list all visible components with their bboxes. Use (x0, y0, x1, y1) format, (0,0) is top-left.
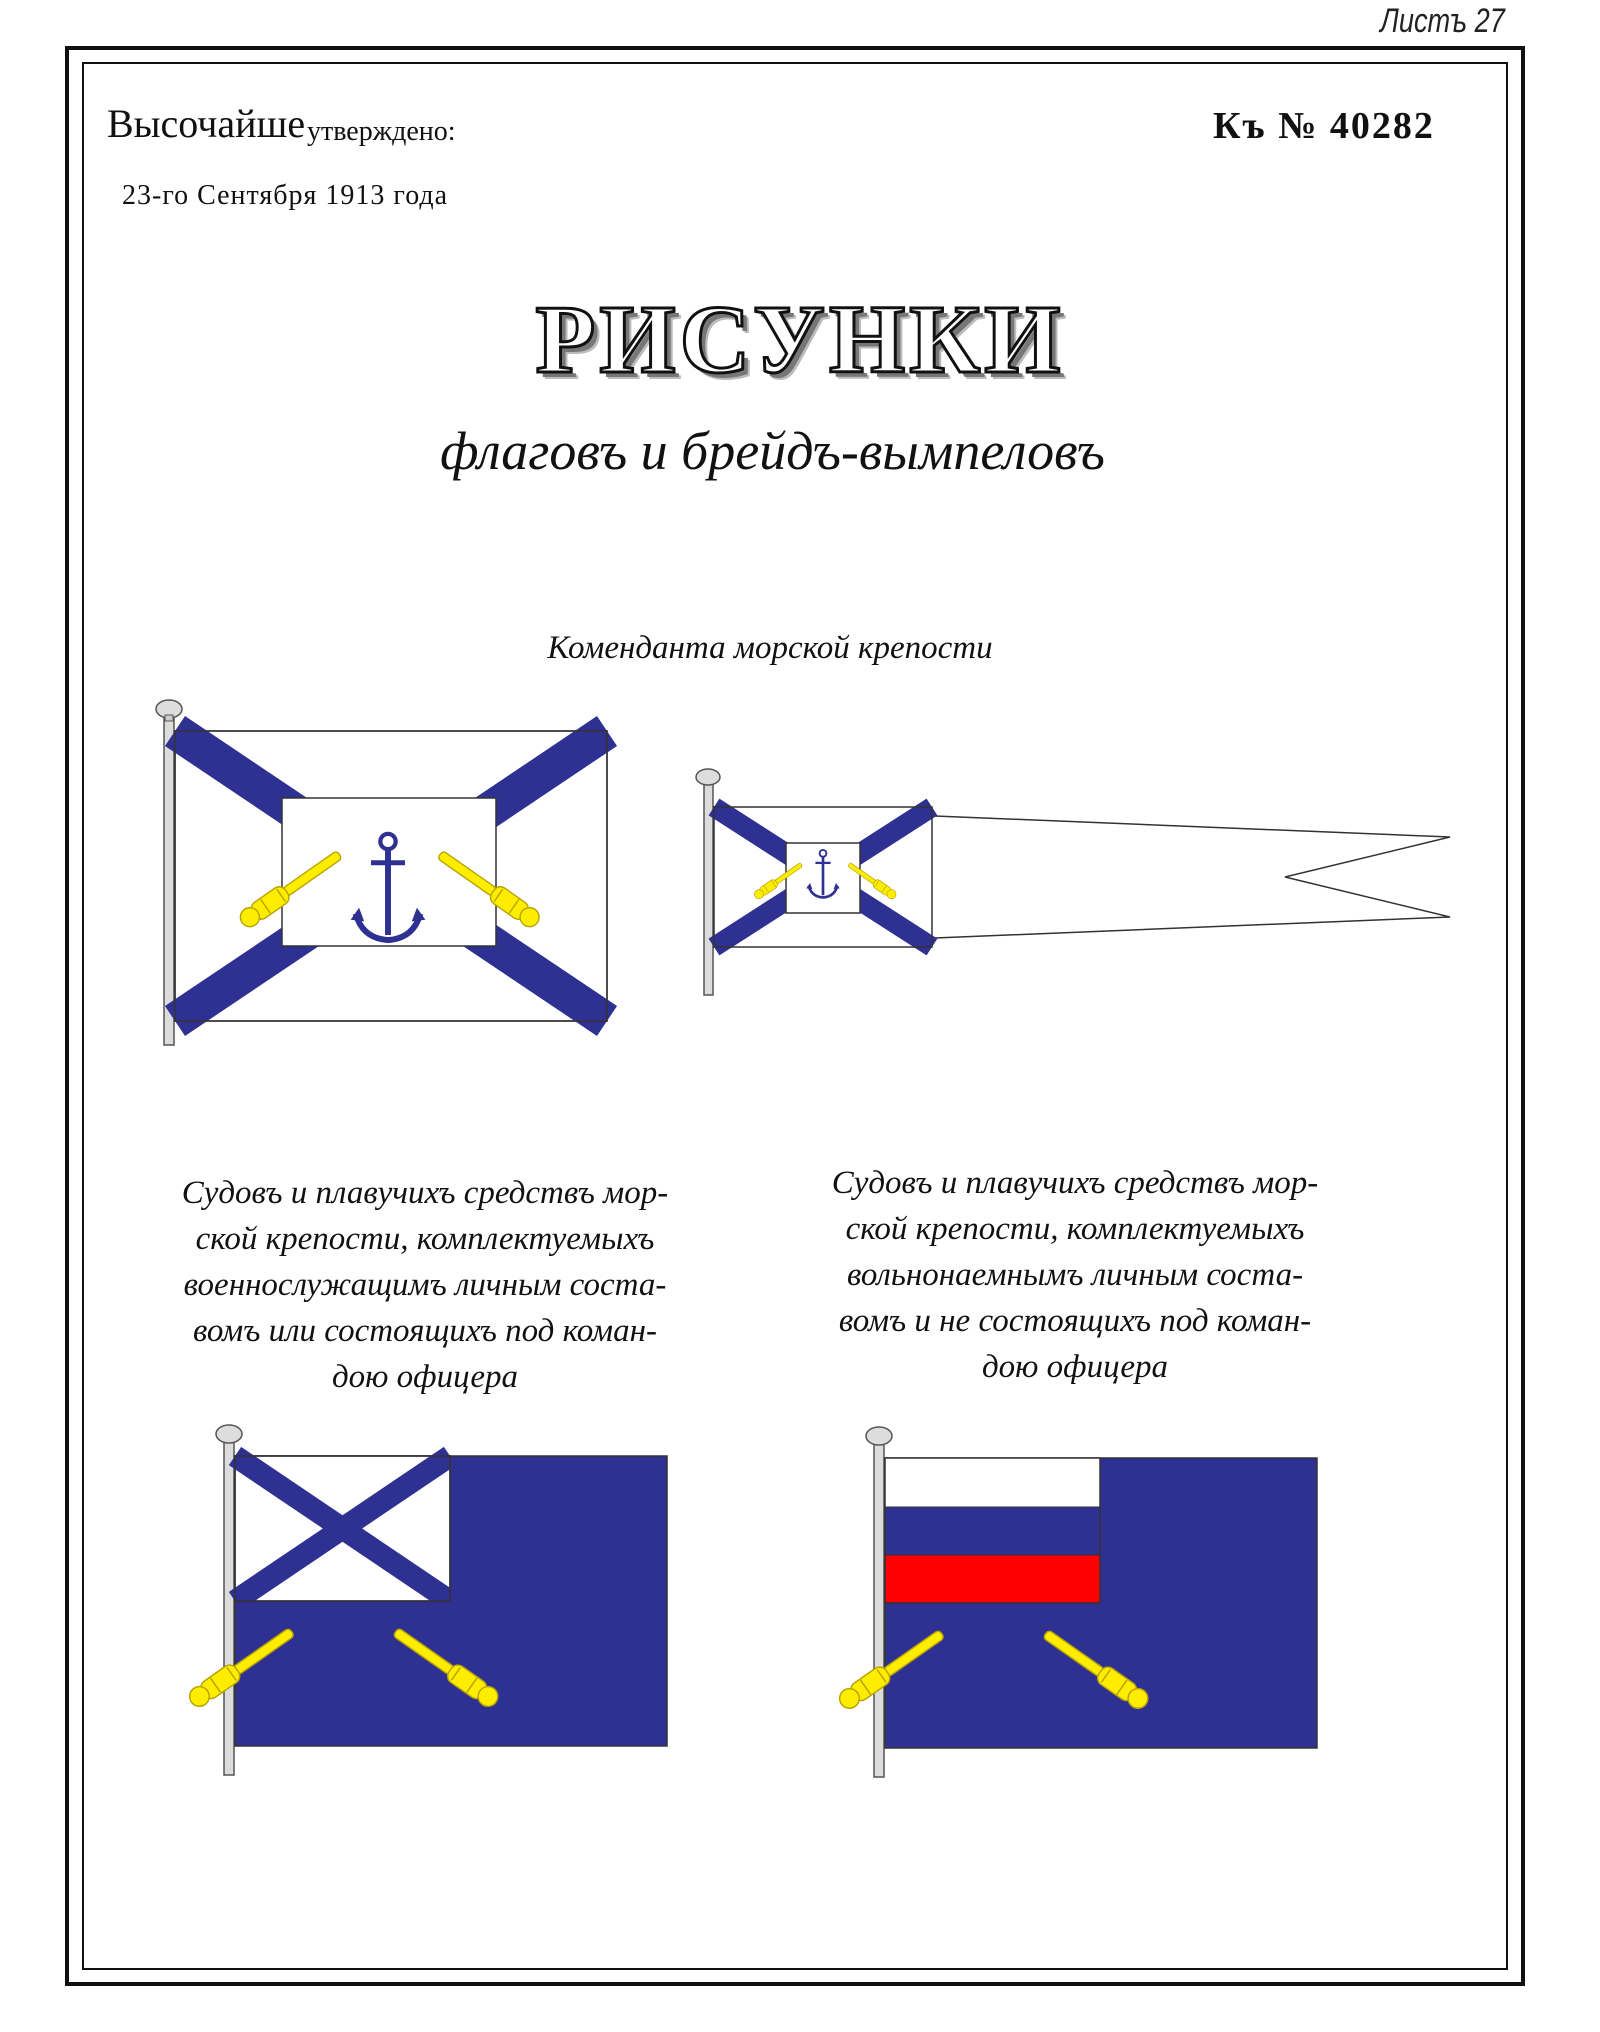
caption-line: ской крепости, комплектуемыхъ (845, 1211, 1305, 1247)
pole-finial-icon (216, 1425, 242, 1443)
flag-cloth (885, 1458, 1317, 1748)
flag-cloth (235, 1456, 667, 1746)
subtitle: флаговъ и брейдъ-вымпеловъ (440, 421, 1105, 481)
pole-finial-icon (866, 1427, 892, 1445)
caption-line: дою офицера (981, 1349, 1169, 1385)
caption-civilian-crew (770, 1160, 1380, 1390)
caption-line: дою офицера (331, 1359, 519, 1395)
canton-tricolor (885, 1458, 1100, 1603)
caption-military-crew (120, 1170, 730, 1400)
commandant-broad-pennant (690, 765, 1460, 1000)
caption-line: вомъ или состоящихъ под коман- (193, 1313, 657, 1349)
fortress-vessel-flag-civilian (860, 1422, 1330, 1782)
caption-commandant: Коменданта морской крепости (547, 630, 993, 666)
main-title: РИСУНКИ (535, 286, 1065, 394)
approved-date: 23-го Сентября 1913 года (122, 180, 449, 211)
caption-line: вомъ и не состоящихъ под коман- (838, 1303, 1312, 1339)
pole-finial-icon (696, 769, 720, 785)
commandant-flag (150, 695, 620, 1055)
caption-line: ской крепости, комплектуемыхъ (195, 1221, 655, 1257)
approved-suffix: утверждено: (307, 116, 456, 147)
pennant-cloth (714, 807, 1450, 947)
caption-line: Судовъ и плавучихъ средствъ мор- (831, 1165, 1319, 1201)
approved-prefix: Высочайше (107, 101, 306, 146)
caption-line: военнослужащимъ личным соста- (183, 1267, 667, 1303)
caption-line: вольнонаемнымъ личным соста- (846, 1257, 1304, 1293)
caption-line: Судовъ и плавучихъ средствъ мор- (181, 1175, 669, 1211)
flag-cloth (175, 731, 607, 1021)
fortress-vessel-flag-military (210, 1420, 680, 1780)
case-number: Къ № 40282 (1213, 105, 1435, 147)
sheet-label: Листъ 27 (1380, 2, 1505, 40)
